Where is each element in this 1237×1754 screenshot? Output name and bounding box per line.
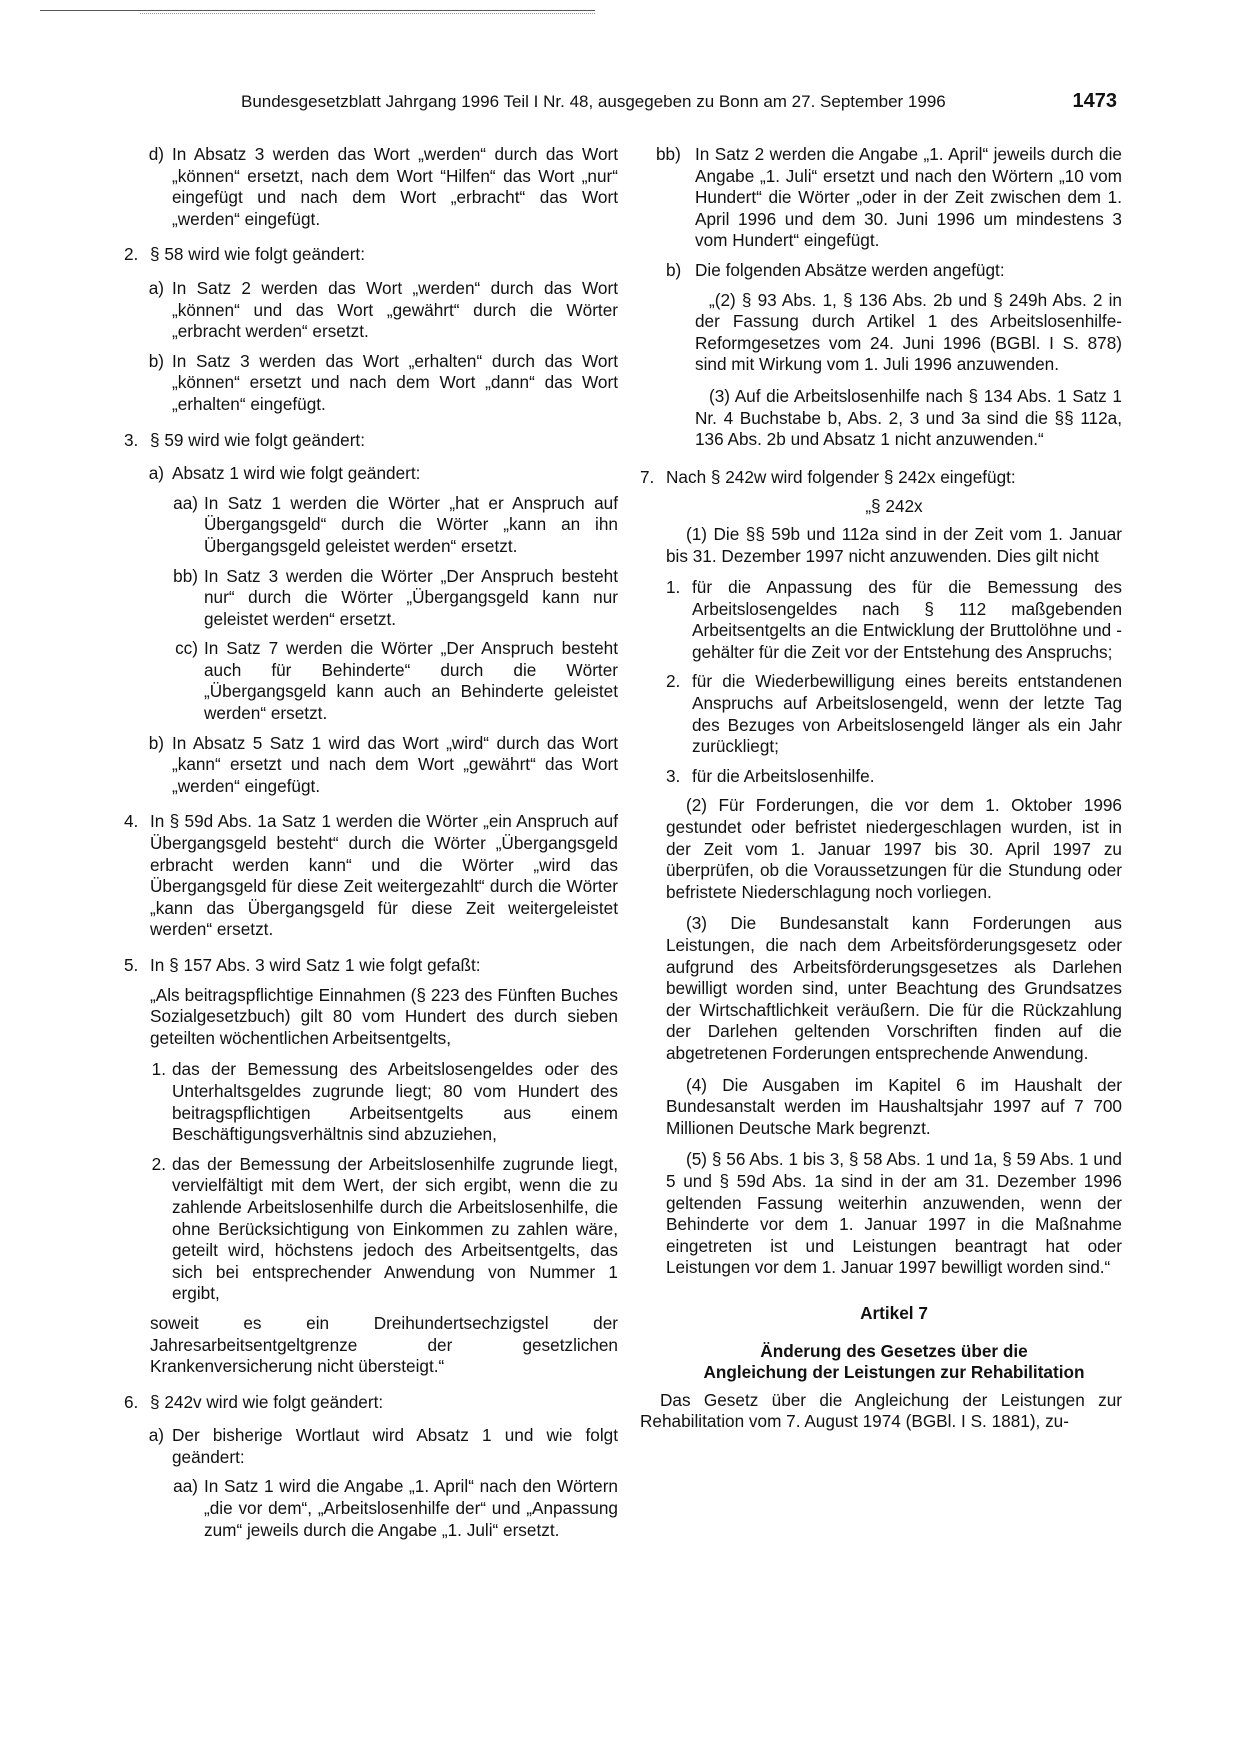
para-1: (1) Die §§ 59b und 112a sind in der Zeit vom 1. Januar bis 31. Dezember 1997 nicht anzuwenden. Dies gilt nicht [666, 523, 1122, 566]
item-3 [124, 429, 618, 452]
item-3a [130, 463, 618, 485]
item-text: In Satz 3 werden die Wörter „Der Anspruch besteht nur“ durch die Wörter „Übergangsgeld kann nur geleistet werden“ ersetzt. [204, 565, 618, 629]
item-2b [130, 351, 618, 416]
section-heading-242x: „§ 242x [865, 496, 923, 517]
item-label: aa) [173, 1476, 198, 1497]
item-7 [640, 467, 1122, 489]
item-6b-quote-2: „(2) § 93 Abs. 1, § 136 Abs. 2b und § 249h Abs. 2 in der Fassung durch Artikel 1 des Arbeitslosenhilfe-Reformgesetzes vom 24. Juni 1996 (BGBl. I S. 878) sind mit Wirkung vom 1. Juli 1996 anzuwenden. [695, 289, 1122, 375]
item-label: 2. [124, 244, 139, 265]
item-label: cc) [175, 638, 198, 659]
item-label: a) [148, 463, 164, 484]
item-6b [640, 260, 1122, 282]
item-label: 1. [151, 1059, 166, 1080]
item-3b [130, 733, 618, 798]
item-5-quote: „Als beitragspflichtige Einnahmen (§ 223 des Fünften Buches Sozialgesetzbuch) gilt 80 vom Hundert des durch sieben geteilten wöchentlichen Arbeitsentgelts, [150, 984, 618, 1048]
item-text: In Satz 2 werden die Angabe „1. April“ jeweils durch die Angabe „1. Juli“ ersetzt und nach den Wörtern „10 vom Hundert“ die Wörter „oder in der Zeit zwischen dem 1. April 1996 und dem 30. Juni 1996 um mindestens 3 vom Hundert“ eingefügt. [695, 144, 1122, 251]
item-text: Absatz 1 wird wie folgt geändert: [172, 463, 421, 484]
item-6a-aa [130, 1476, 618, 1541]
item-label: 3. [666, 765, 681, 786]
item-text: In Absatz 3 werden das Wort „werden“ durch das Wort „können“ ersetzt, nach dem Wort “Hilfen“ das Wort „nur“ eingefügt und nach dem Wort „erbracht“ das Wort „werden“ eingefügt. [172, 144, 618, 229]
item-label: b) [148, 350, 164, 371]
item-text: für die Anpassung des für die Bemessung des Arbeitslosengeldes nach § 112 maßgebenden Arbeitsentgelts an die Entwicklung der Bruttolöhne und -gehälter für die Zeit vor der Entstehung des Anspruchs; [692, 577, 1122, 662]
left-column [124, 144, 618, 1549]
item-text: Die folgenden Absätze werden angefügt: [695, 259, 1005, 280]
article-subtitle-line-2: Angleichung der Leistungen zur Rehabilitation [703, 1362, 1085, 1383]
para-4: (4) Die Ausgaben im Kapitel 6 im Haushalt der Bundesanstalt werden im Haushaltsjahr 1997 auf 7 700 Millionen Deutsche Mark begrenzt. [666, 1074, 1122, 1138]
item-text: § 58 wird wie folgt geändert: [150, 244, 365, 265]
item-label: a) [148, 277, 164, 298]
item-text: In § 59d Abs. 1a Satz 1 werden die Wörter „ein Anspruch auf Übergangsgeld besteht“ durch die Wörter „Übergangsgeld erbracht werden kann“ und die Wörter „wird das Übergangsgeld für diese Zeit weitergezahlt“ durch die Wörter „kann das Übergangsgeld für diese Zeit weitergeleistet werden“ ersetzt. [150, 811, 618, 940]
item-text: § 59 wird wie folgt geändert: [150, 429, 365, 450]
item-text: In Satz 7 werden die Wörter „Der Anspruch besteht auch für Behinderte“ durch die Wörter „Übergangsgeld kann auch an Behinderte geleistet werden“ ersetzt. [204, 638, 618, 724]
item-2 [124, 244, 618, 266]
item-5 [124, 955, 618, 977]
item-label: 2. [151, 1153, 166, 1174]
item-text: das der Bemessung des Arbeitslosengeldes oder des Unterhaltsgeldes zugrunde liegt; 80 vom Hundert des beitragspflichtigen Arbeitsentgelts aus einem Beschäftigungsverhältnis sind abzuziehen, [172, 1059, 618, 1145]
item-text: In Satz 1 wird die Angabe „1. April“ nach den Wörtern „die vor dem“, „Arbeitslosenhilfe der“ und „Anpassung zum“ jeweils durch die Angabe „1. Juli“ ersetzt. [204, 1476, 618, 1540]
para-1-item-3 [640, 766, 1122, 788]
article-text: Das Gesetz über die Angleichung der Leistungen zur Rehabilitation vom 7. August 1974 (BGBl. I S. 1881), zu- [640, 1389, 1122, 1432]
item-label: 3. [124, 429, 139, 450]
para-2: (2) Für Forderungen, die vor dem 1. Oktober 1996 gestundet oder befristet niedergeschlagen wurden, ist in der Zeit vom 1. Januar 1997 bis 30. April 1997 zu überprüfen, ob die Voraussetzungen für die Stundung oder befristete Niederschlagung noch vorliegen. [666, 795, 1122, 902]
item-5-1 [130, 1059, 618, 1145]
item-label: bb) [173, 565, 198, 586]
item-text: In Satz 2 werden das Wort „werden“ durch das Wort „können“ und das Wort „gewährt“ durch die Wörter „erbracht werden“ ersetzt. [172, 277, 618, 342]
item-6a-bb [640, 144, 1122, 252]
header-title: Bundesgesetzblatt Jahrgang 1996 Teil I Nr. 48, ausgegeben zu Bonn am 27. September 1996 [241, 92, 946, 111]
para-1-item-1 [640, 577, 1122, 663]
item-6a [130, 1425, 618, 1468]
top-rule [40, 10, 595, 11]
item-text: Nach § 242w wird folgender § 242x eingefügt: [666, 466, 1016, 487]
item-3a-aa [130, 493, 618, 558]
item-text: für die Wiederbewilligung eines bereits entstandenen Anspruchs auf Arbeitslosengeld, wenn der letzte Tag des Bezuges von Arbeitslosengeld länger als ein Jahr zurückliegt; [692, 671, 1122, 757]
item-label: 1. [666, 577, 681, 598]
para-5: (5) § 56 Abs. 1 bis 3, § 58 Abs. 1 und 1a, § 59 Abs. 1 und 5 und § 59d Abs. 1a sind in der am 31. Dezember 1996 geltenden Fassung weiterhin anzuwenden, wenn der Behinderte vor dem 1. Januar 1997 in die Maßnahme eingetreten ist und Leistungen beantragt hat oder Leistungen vor dem 1. Januar 1997 bewilligt worden sind.“ [666, 1149, 1122, 1278]
item-label: b) [148, 732, 164, 753]
item-label: 6. [124, 1391, 139, 1412]
item-6b-quote-3: (3) Auf die Arbeitslosenhilfe nach § 134 Abs. 1 Satz 1 Nr. 4 Buchstabe b, Abs. 2, 3 und 3a sind die §§ 112a, 136 Abs. 2b und Absatz 1 nicht anzuwenden.“ [695, 385, 1122, 450]
page-number: 1473 [1072, 90, 1117, 112]
item-text: In § 157 Abs. 3 wird Satz 1 wie folgt gefaßt: [150, 955, 481, 975]
item-text: Der bisherige Wortlaut wird Absatz 1 und wie folgt geändert: [172, 1425, 618, 1467]
item-3a-bb [130, 566, 618, 631]
item-text: das der Bemessung der Arbeitslosenhilfe zugrunde liegt, vervielfältigt mit dem Wert, der sich ergibt, wenn die zu zahlende Arbeitslosenhilfe durch die Arbeitslosenhilfe, die ohne Berücksichtigung von Einkommen zu zahlen wäre, geteilt wird, höchstens jedoch des Arbeitsentgelts, das sich bei entsprechender Anwendung von Nummer 1 ergibt, [172, 1153, 618, 1304]
item-5-tail: soweit es ein Dreihundertsechzigstel der Jahresarbeitsentgeltgrenze der gesetzlichen Krankenversicherung nicht übersteigt.“ [150, 1312, 618, 1377]
item-4 [124, 811, 618, 941]
item-d [130, 144, 618, 230]
page-header [241, 92, 1117, 116]
item-5-2 [130, 1154, 618, 1305]
right-column [640, 144, 1122, 1443]
item-text: für die Arbeitslosenhilfe. [692, 765, 875, 786]
article-subtitle-line-1: Änderung des Gesetzes über die [760, 1340, 1028, 1361]
item-6 [124, 1391, 618, 1414]
item-label: a) [148, 1425, 164, 1446]
item-label: 4. [124, 811, 139, 832]
item-2a [130, 278, 618, 343]
item-3a-cc [130, 638, 618, 724]
item-text: § 242v wird wie folgt geändert: [150, 1391, 384, 1412]
para-1-item-2 [640, 671, 1122, 757]
article-title: Artikel 7 [860, 1302, 928, 1323]
item-label: bb) [656, 144, 681, 164]
item-label: b) [666, 259, 682, 280]
item-label: 2. [666, 671, 681, 692]
para-3: (3) Die Bundesanstalt kann Forderungen aus Leistungen, die nach dem Arbeitsförderungsgesetz oder aufgrund des Arbeitsförderungsgesetzes als Darlehen bewilligt worden sind, unter Beachtung des Grundsatzes der Wirtschaftlichkeit veräußern. Die für die Rückzahlung der Darlehen geltenden Vorschriften finden auf die abgetretenen Forderungen entsprechende Anwendung. [666, 913, 1122, 1063]
item-label: aa) [173, 492, 198, 513]
item-text: In Satz 1 werden die Wörter „hat er Anspruch auf Übergangsgeld“ durch die Wörter „kann an ihn Übergangsgeld geleistet werden“ ersetzt. [204, 492, 618, 556]
top-rule-dotted [140, 13, 595, 14]
item-text: In Satz 3 werden das Wort „erhalten“ durch das Wort „können“ ersetzt und nach dem Wort „dann“ das Wort „erhalten“ eingefügt. [172, 350, 618, 414]
item-text: In Absatz 5 Satz 1 wird das Wort „wird“ durch das Wort „kann“ ersetzt und nach dem Wort „gewährt“ das Wort „werden“ eingefügt. [172, 732, 618, 796]
item-label: 5. [124, 955, 139, 975]
item-label: 7. [640, 466, 655, 487]
item-label: d) [148, 144, 164, 164]
